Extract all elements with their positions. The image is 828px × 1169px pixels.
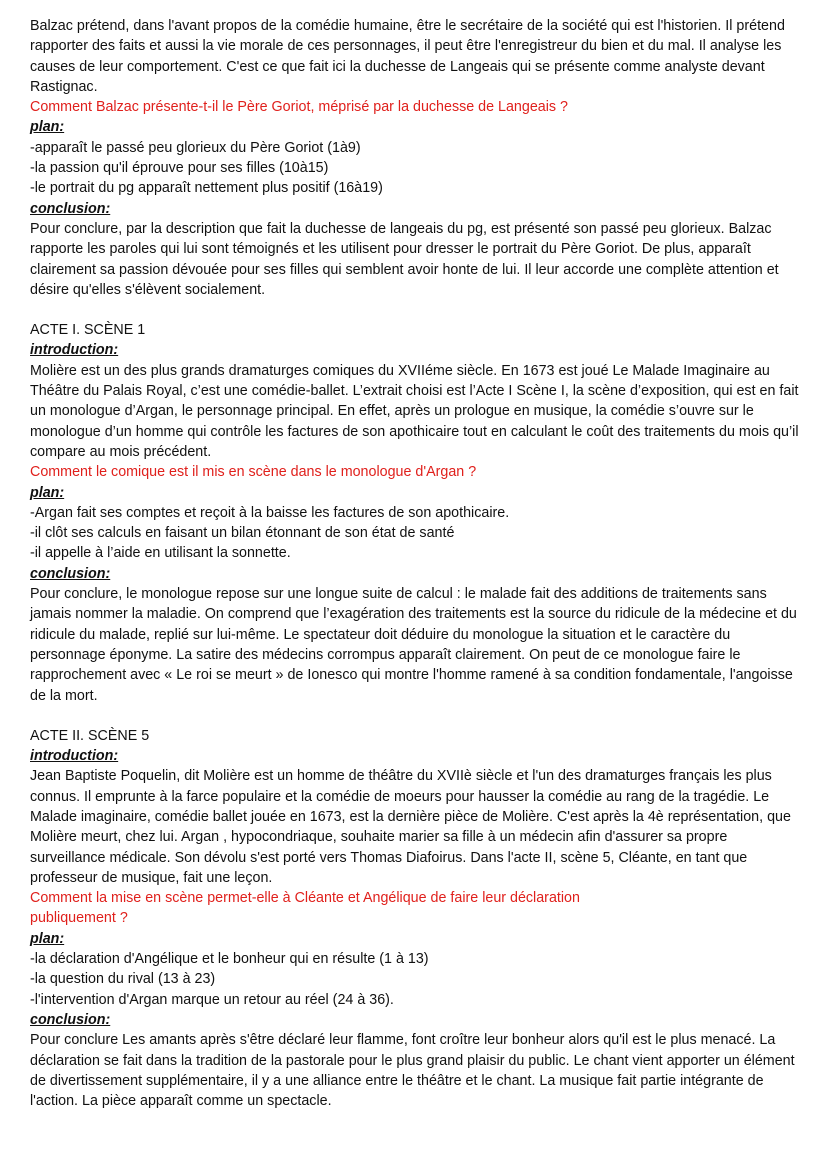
plan-item: -Argan fait ses comptes et reçoit à la baisse les factures de son apothicaire. <box>30 504 510 521</box>
plan-item: -la question du rival (13 à 23) <box>30 971 216 988</box>
conclusion-heading: conclusion: <box>30 565 111 582</box>
intro-paragraph: Jean Baptiste Poquelin, dit Molière est un homme de théâtre du XVIIè siècle et l'un des dramaturges français les plus connus. Il emprunte à la farce populaire et la comédie de moeurs pour hausser la comédie au rang de la tragédie. Le Malade imaginaire, comédie ballet jouée en 1673, est la dernière pièce de Molière. C'est après la 4è représentation, que Molière meurt, chez lui. Argan , hypocondriaque, souhaite marier sa fille à un médecin afin d'assurer sa propre surveillance médicale. Son dévolu s'est porté vers Thomas Diafoirus. Dans l'acte II, scène 5, Cléante, en tant que professeur de musique, fait une leçon. <box>30 768 791 886</box>
section-pere-goriot <box>30 16 806 300</box>
introduction-heading: introduction: <box>30 342 119 359</box>
introduction-heading: introduction: <box>30 748 119 765</box>
conclusion-heading: conclusion: <box>30 1011 111 1028</box>
plan-item: -l'intervention d'Argan marque un retour au réel (24 à 36). <box>30 991 394 1008</box>
plan-item: -la passion qu'il éprouve pour ses filles (10à15) <box>30 160 329 177</box>
plan-item: -il appelle à l’aide en utilisant la sonnette. <box>30 545 291 562</box>
intro-paragraph: Molière est un des plus grands dramaturges comiques du XVIIéme siècle. En 1673 est joué Le Malade Imaginaire au Théâtre du Palais Royal, c’est une comédie-ballet. L’extrait choisi est l’Acte I Scène I, la scène d’exposition, qui est en fait un monologue d’Argan, le personnage principal. En effet, après un prologue en musique, la comédie s’ouvre sur le monologue d’un homme qui contrôle les factures de son apothicaire tout en calculant le coût des traitements du mois qu’il compare au mois précédent. <box>30 362 799 460</box>
problematic-question: Comment le comique est il mis en scène dans le monologue d'Argan ? <box>30 464 477 481</box>
plan-item: -apparaît le passé peu glorieux du Père Goriot (1à9) <box>30 139 361 156</box>
plan-heading: plan: <box>30 119 65 136</box>
intro-paragraph: Balzac prétend, dans l'avant propos de la comédie humaine, être le secrétaire de la société qui est l'historien. Il prétend rapporter des faits et aussi la vie morale de ces personnages, il peut être l'enregistreur du bien et du mal. Il analyse les causes de leur comportement. C'est ce que fait ici la duchesse de Langeais qui se présente comme analyste devant Rastignac. <box>30 18 785 95</box>
conclusion-paragraph: Pour conclure Les amants après s'être déclaré leur flamme, font croître leur bonheur alors qu'il est le plus menacé. La déclaration se fait dans la tradition de la pastorale pour le plus grand plaisir du public. Le chant vient apporter un élément de divertissement supplémentaire, il y a une alliance entre le théâtre et le chant. La musique fait partie intégrante de l'action. La pièce apparaît comme un spectacle. <box>30 1032 795 1110</box>
problematic-question-continued: publiquement ? <box>30 910 128 927</box>
plan-item: -le portrait du pg apparaît nettement plus positif (16à19) <box>30 180 383 197</box>
plan-item: -la déclaration d'Angélique et le bonheur qui en résulte (1 à 13) <box>30 951 429 968</box>
section-acte-1-scene-1 <box>30 320 806 706</box>
section-acte-2-scene-5 <box>30 726 806 1112</box>
act-title: ACTE I. SCÈNE 1 <box>30 322 146 339</box>
plan-item: -il clôt ses calculs en faisant un bilan étonnant de son état de santé <box>30 525 455 542</box>
conclusion-paragraph: Pour conclure, le monologue repose sur une longue suite de calcul : le malade fait des additions de traitements sans jamais nommer la maladie. On comprend que l’exagération des traitements est la source du ridicule de la médecine et du ridicule du malade, replié sur lui-même. Le spectateur doit déduire du monologue la situation et le caractère du personnage éponyme. La satire des médecins corrompus apparaît clairement. On peut de ce monologue faire le rapprochement avec « Le roi se meurt » de Ionesco qui montre l'homme ramené à sa condition fondamentale, l'angoisse de la mort. <box>30 586 797 704</box>
problematic-question: Comment la mise en scène permet-elle à Cléante et Angélique de faire leur déclaration <box>30 890 580 907</box>
conclusion-heading: conclusion: <box>30 200 111 217</box>
conclusion-paragraph: Pour conclure, par la description que fait la duchesse de langeais du pg, est présenté son passé peu glorieux. Balzac rapporte les paroles qui lui sont témoignés et les utilisent pour dresser le portrait du Père Goriot. De plus, apparaît clairement sa passion dévouée pour ses filles qui semblent avoir honte de lui. Il leur accorde une complète attention et désire qu'elles s'élèvent socialement. <box>30 220 779 298</box>
problematic-question: Comment Balzac présente-t-il le Père Goriot, méprisé par la duchesse de Langeais ? <box>30 99 568 116</box>
act-title: ACTE II. SCÈNE 5 <box>30 727 150 744</box>
section-spacer <box>30 706 806 726</box>
plan-heading: plan: <box>30 930 65 947</box>
section-spacer <box>30 300 806 320</box>
plan-heading: plan: <box>30 484 65 501</box>
